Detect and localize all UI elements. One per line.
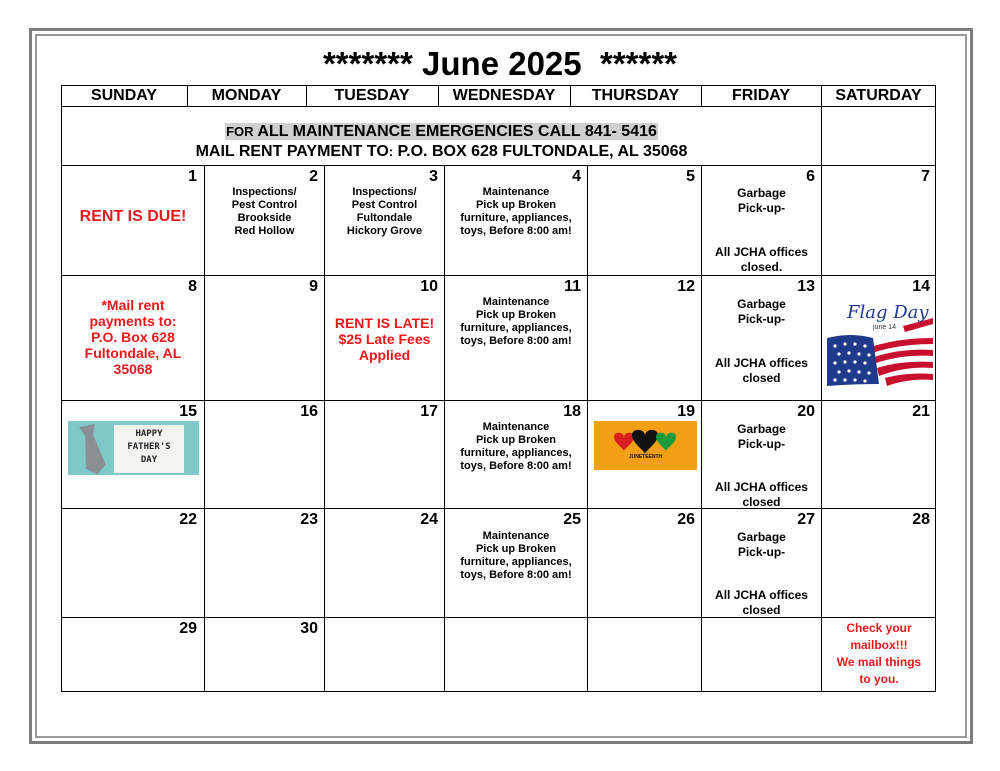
date-number: 29: [179, 620, 197, 637]
grid-line: [821, 106, 822, 165]
date-number: 18: [563, 403, 581, 420]
flag-day-image: [827, 298, 933, 388]
date-number: 17: [420, 403, 438, 420]
rent-late-note: RENT IS LATE! $25 Late Fees Applied: [334, 315, 435, 363]
date-number: 12: [677, 278, 695, 295]
banner-mail-address: P.O. BOX 628 FULTONDALE, AL 35068: [393, 143, 688, 160]
hearts-icon: [594, 421, 697, 470]
header-monday: MONDAY: [211, 87, 282, 104]
maintenance-note: Maintenance Pick up Broken furniture, appliances, toys, Before 8:00 am!: [460, 186, 572, 237]
header-friday: FRIDAY: [731, 87, 791, 104]
date-number: 3: [429, 168, 438, 185]
date-number: 20: [797, 403, 815, 420]
date-number: 27: [797, 511, 815, 528]
banner-prefix: FOR: [226, 124, 254, 139]
offices-closed-note: All JCHA offices closed: [715, 588, 808, 617]
garbage-pickup-note: Garbage Pick-up-: [737, 422, 786, 451]
garbage-pickup-note: Garbage Pick-up-: [737, 530, 786, 559]
offices-closed-note: All JCHA offices closed.: [715, 245, 808, 274]
fathers-day-text: HAPPY FATHER'S DAY: [127, 429, 171, 465]
header-tuesday: TUESDAY: [334, 87, 410, 104]
calendar-title: ******* June 2025 ******: [322, 45, 678, 82]
juneteenth-image: [594, 421, 697, 470]
garbage-pickup-note: Garbage Pick-up-: [737, 186, 786, 215]
date-number: 19: [677, 403, 695, 420]
banner-emergency-text: ALL MAINTENANCE EMERGENCIES CALL 841- 5416: [253, 123, 657, 140]
grid-line: [61, 275, 936, 276]
date-number: 26: [677, 511, 695, 528]
garbage-pickup-note: Garbage Pick-up-: [737, 297, 786, 326]
banner-mail-label: MAIL RENT PAYMENT TO: [195, 143, 389, 160]
inspections-note: Inspections/ Pest Control Brookside Red Hollow: [231, 186, 298, 237]
date-number: 10: [420, 278, 438, 295]
date-number: 1: [188, 168, 197, 185]
inspections-note: Inspections/ Pest Control Fultondale Hickory Grove: [346, 186, 423, 237]
maintenance-note: Maintenance Pick up Broken furniture, appliances, toys, Before 8:00 am!: [460, 296, 572, 347]
fathers-day-image: [68, 421, 199, 475]
date-number: 8: [188, 278, 197, 295]
header-wednesday: WEDNESDAY: [452, 87, 556, 104]
grid-line: [61, 165, 936, 166]
date-number: 6: [806, 168, 815, 185]
grid-line: [61, 106, 936, 107]
date-number: 4: [572, 168, 581, 185]
flag-day-script: Flag Day: [847, 302, 929, 323]
date-number: 9: [309, 278, 318, 295]
date-number: 30: [300, 620, 318, 637]
flag-day-date: june 14: [873, 324, 896, 331]
date-number: 22: [179, 511, 197, 528]
date-number: 11: [564, 278, 581, 295]
juneteenth-label: JUNETEENTH: [628, 454, 663, 460]
grid-line: [821, 165, 822, 692]
date-number: 25: [563, 511, 581, 528]
maintenance-note: Maintenance Pick up Broken furniture, appliances, toys, Before 8:00 am!: [460, 530, 572, 581]
grid-line: [324, 165, 325, 692]
header-sunday: SUNDAY: [90, 87, 158, 104]
offices-closed-note: All JCHA offices closed: [715, 356, 808, 385]
check-mailbox-note: Check your mailbox!!! We mail things to you.: [836, 621, 922, 686]
date-number: 16: [300, 403, 318, 420]
grid-line: [61, 400, 936, 401]
date-number: 5: [686, 168, 695, 185]
grid-line: [587, 165, 588, 692]
date-number: 14: [912, 278, 930, 295]
mail-rent-note: *Mail rent payments to: P.O. Box 628 Fultondale, AL 35068: [84, 297, 182, 377]
date-number: 15: [179, 403, 197, 420]
grid-line: [204, 165, 205, 692]
header-thursday: THURSDAY: [591, 87, 680, 104]
header-saturday: SATURDAY: [835, 87, 922, 104]
notice-banner: [62, 122, 821, 161]
date-number: 28: [912, 511, 930, 528]
date-number: 2: [309, 168, 318, 185]
offices-closed-note: All JCHA offices closed: [715, 480, 808, 509]
date-number: 23: [300, 511, 318, 528]
date-number: 24: [420, 511, 438, 528]
banner-colon: :: [388, 144, 394, 159]
date-number: 7: [921, 168, 930, 185]
date-number: 21: [912, 403, 930, 420]
date-number: 13: [797, 278, 815, 295]
rent-due-note: RENT IS DUE!: [79, 208, 187, 225]
maintenance-note: Maintenance Pick up Broken furniture, appliances, toys, Before 8:00 am!: [460, 421, 572, 472]
